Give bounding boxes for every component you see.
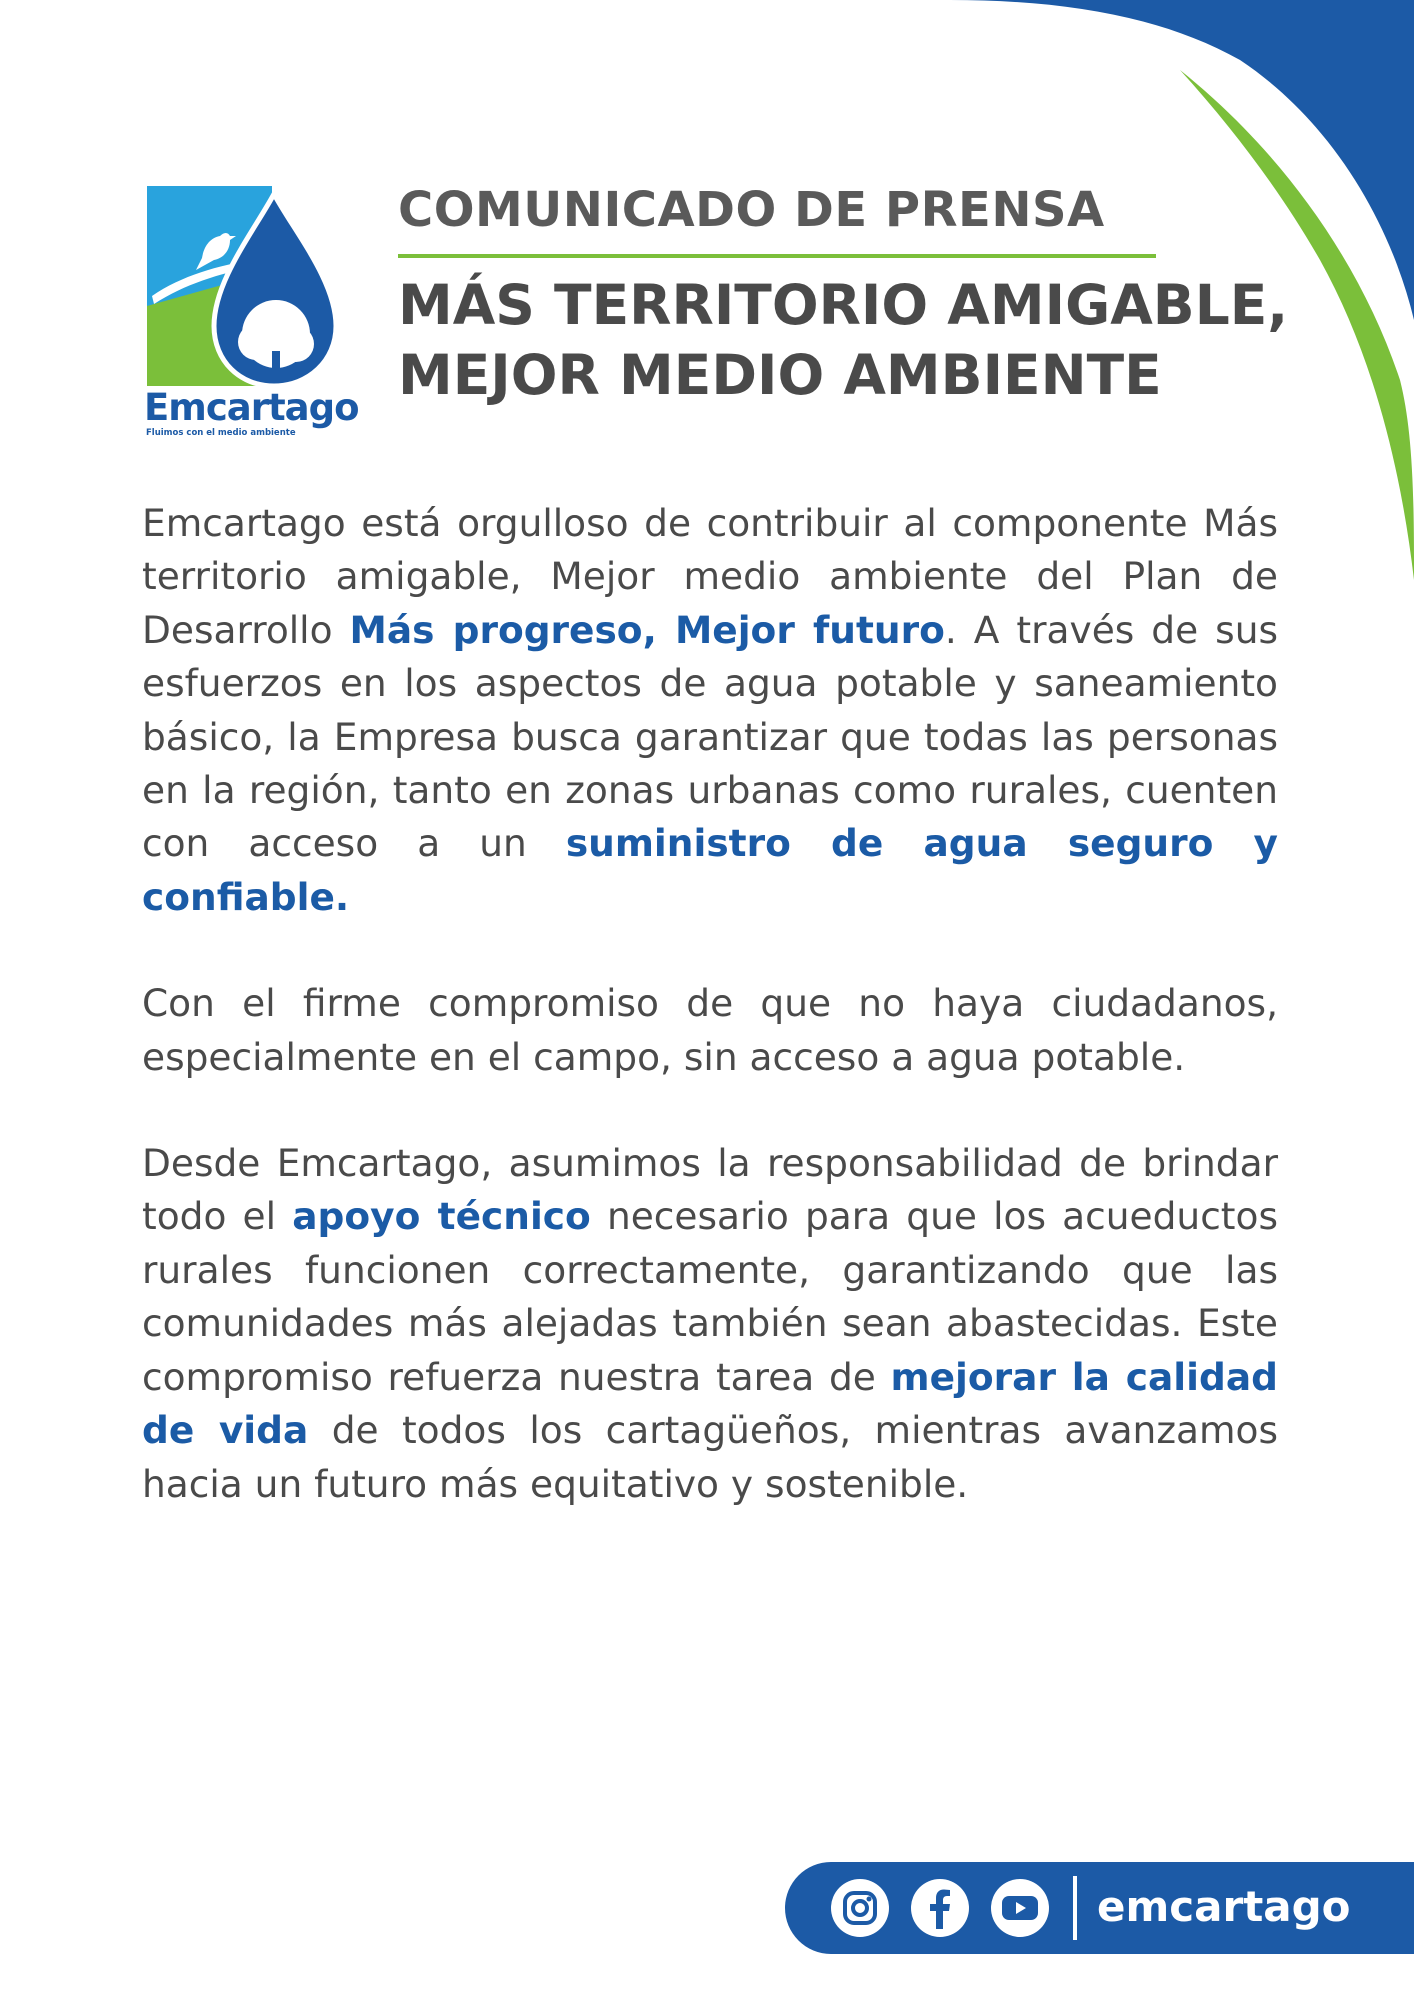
- title-line-1: MÁS TERRITORIO AMIGABLE,: [398, 273, 1289, 337]
- press-release-label: COMUNICADO DE PRENSA: [398, 182, 1105, 238]
- highlight-plan: Más progreso, Mejor futuro: [349, 607, 945, 652]
- highlight-tech-support: apoyo técnico: [292, 1194, 591, 1239]
- header-divider: [398, 254, 1156, 258]
- logo-tree-crown-3: [278, 326, 314, 362]
- instagram-icon[interactable]: [829, 1877, 891, 1939]
- page-title: [398, 270, 1288, 410]
- logo-tree-crown-2: [238, 324, 274, 360]
- article-body: [142, 497, 1278, 1564]
- social-handle[interactable]: emcartago: [1097, 1882, 1351, 1931]
- paragraph-1: Emcartago está orgulloso de contribuir al componente Más territorio amigable, Mejor medio ambiente del Plan de Desarrollo Más progreso, Mejor futuro. A través de sus esfuerzos en los aspectos de agua potable y saneamiento básico, la Empresa busca garantizar que todas las personas en la región, tanto en zonas urbanas como rurales, cuenten con acceso a un suministro de agua seguro y confiable.: [142, 501, 1279, 919]
- facebook-icon[interactable]: [909, 1877, 971, 1939]
- social-divider: [1073, 1876, 1077, 1940]
- paragraph-3: Desde Emcartago, asumimos la responsabilidad de brindar todo el apoyo técnico necesario para que los acueductos rurales funcionen correctamente, garantizando que las comunidades más alejadas también sean abastecidas. Este compromiso refuerza nuestra tarea de mejorar la calidad de vida de todos los cartagüeños, mientras avanzamos hacia un futuro más equitativo y sostenible.: [142, 1141, 1279, 1506]
- highlight-water-supply: suministro de agua seguro y confiable.: [142, 821, 1278, 919]
- social-media-bar: [785, 1862, 1414, 1954]
- youtube-icon[interactable]: [989, 1877, 1051, 1939]
- paragraph-2: Con el firme compromiso de que no haya ciudadanos, especialmente en el campo, sin acceso a agua potable.: [142, 981, 1278, 1079]
- logo-slogan: Fluimos con el medio ambiente: [146, 428, 296, 438]
- logo-wordmark: Emcartago: [144, 386, 359, 429]
- title-line-2: MEJOR MEDIO AMBIENTE: [398, 343, 1162, 407]
- logo-tree-trunk: [272, 351, 280, 373]
- highlight-quality-of-life: mejorar la calidad de vida: [142, 1354, 1279, 1453]
